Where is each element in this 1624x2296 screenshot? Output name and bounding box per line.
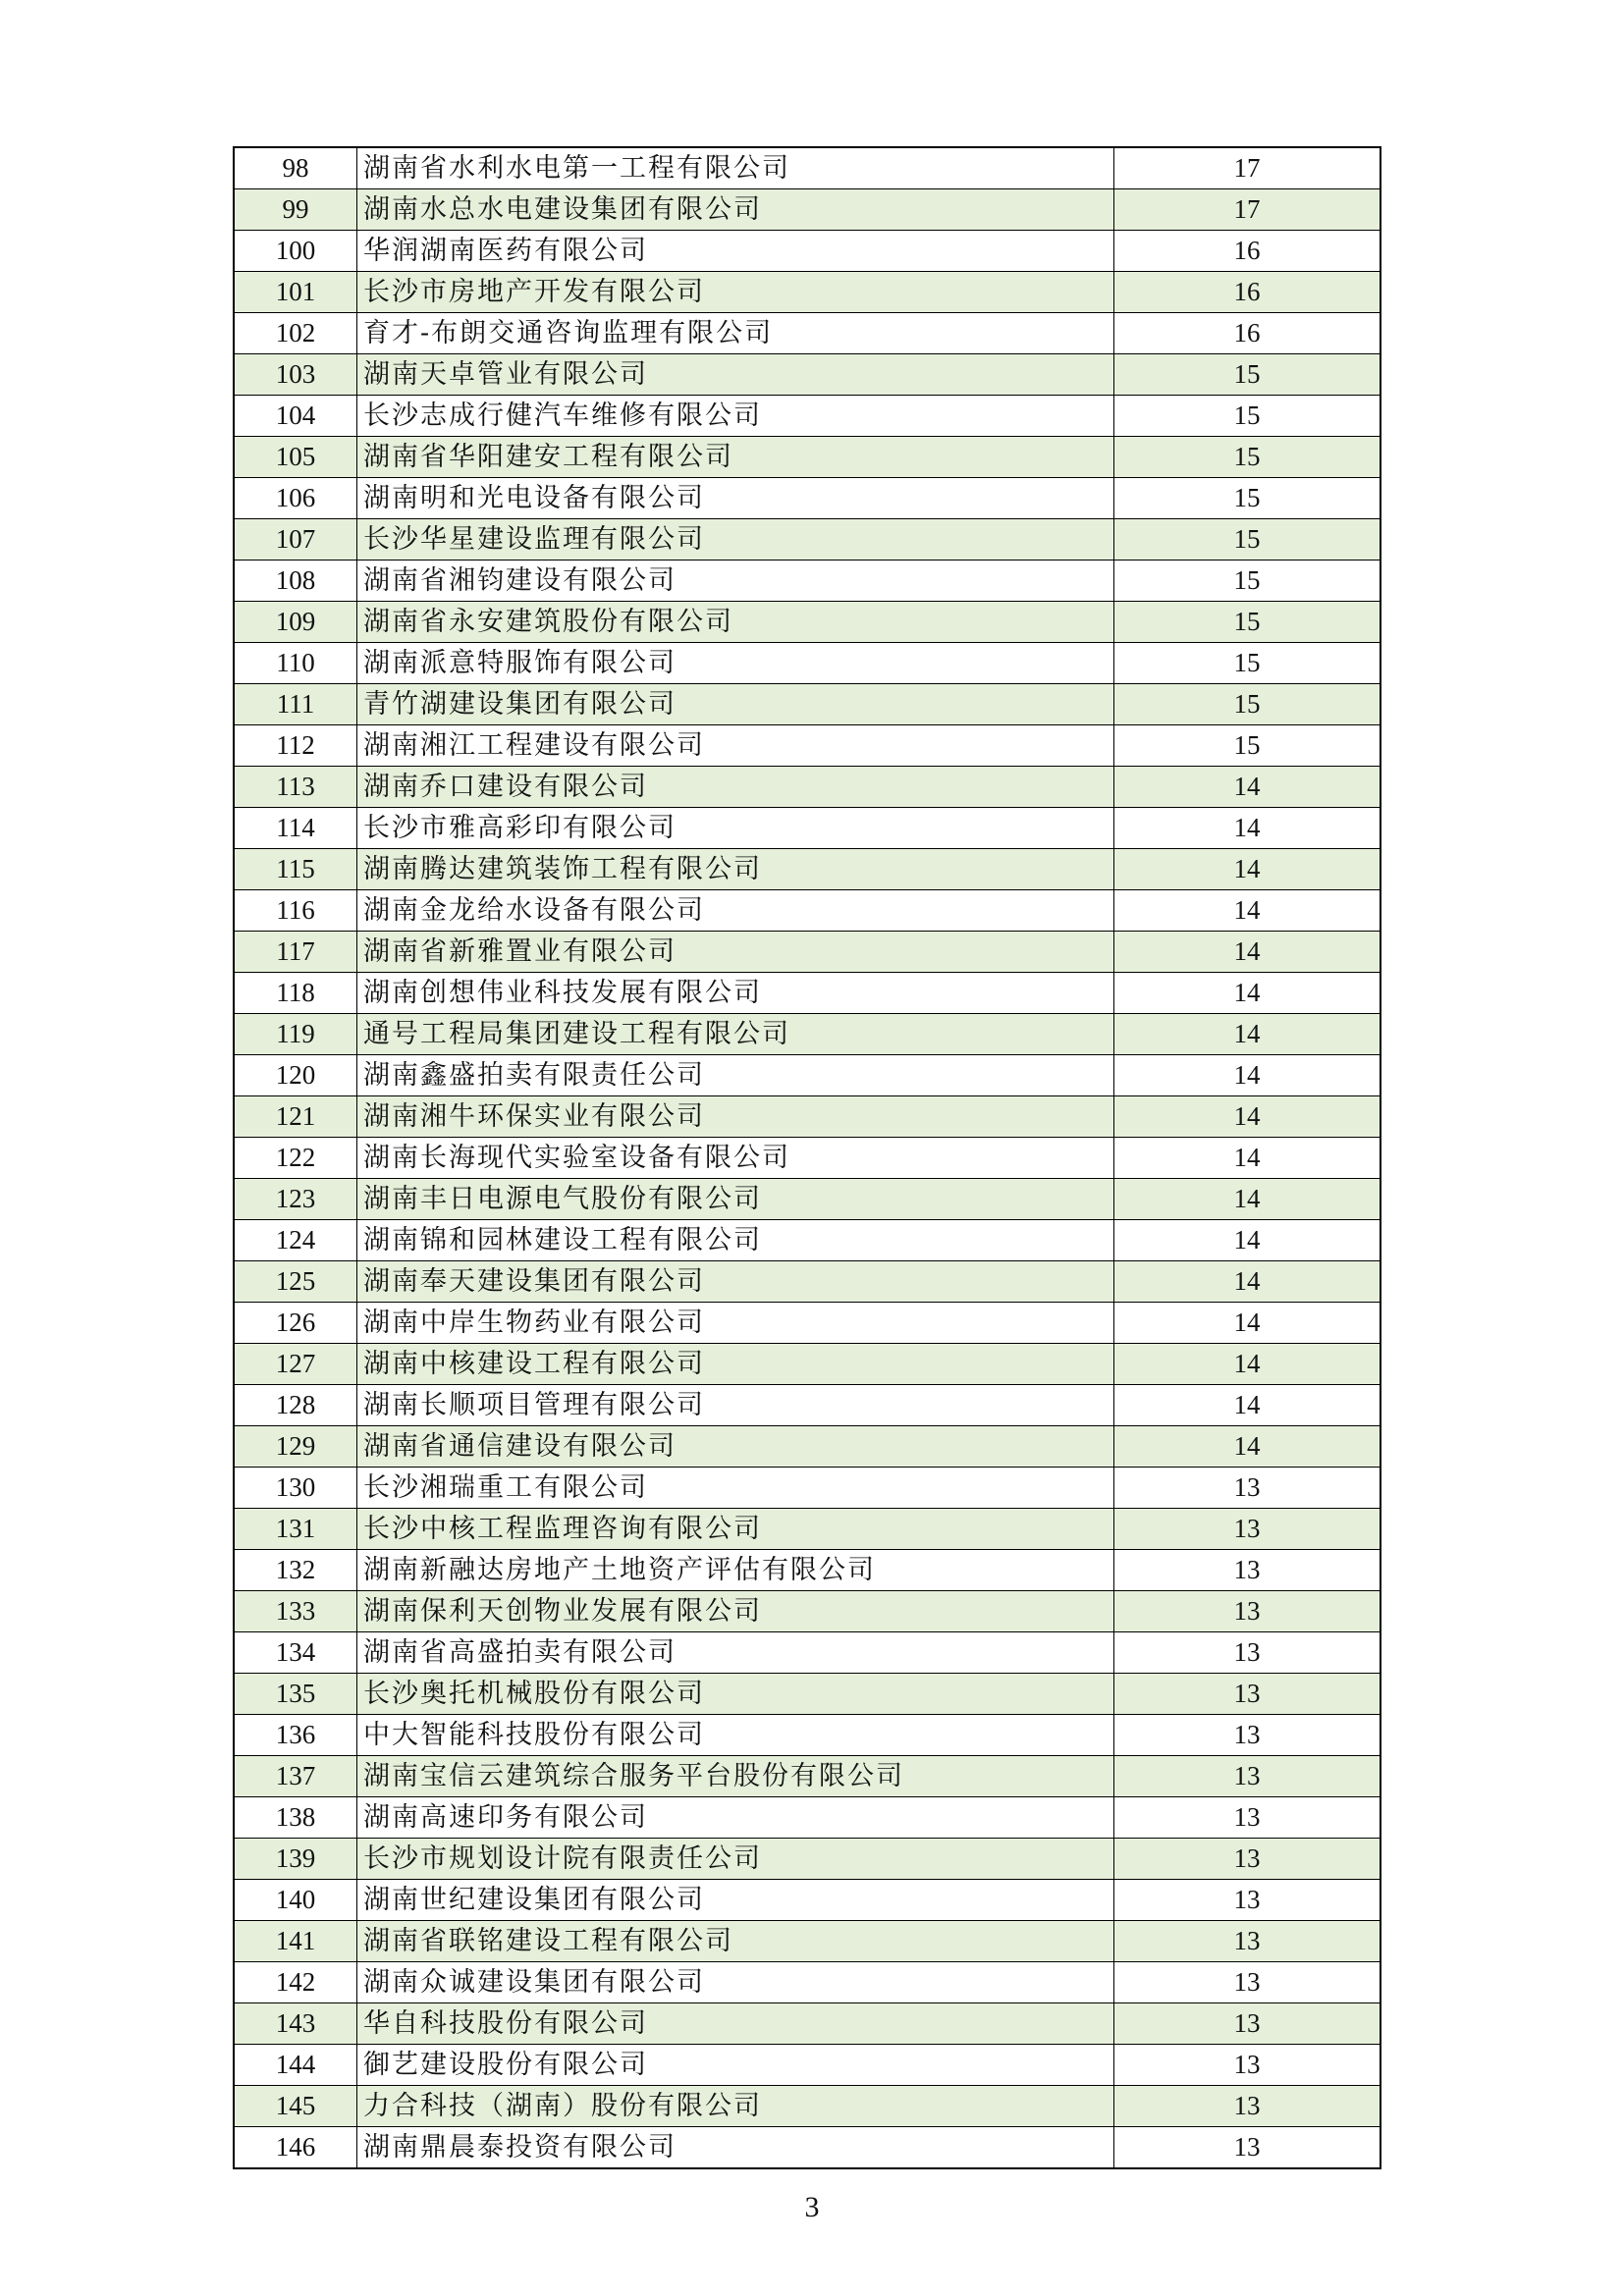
company-name-cell: 湖南宝信云建筑综合服务平台股份有限公司 <box>357 1756 1114 1797</box>
company-name-cell: 湖南省联铭建设工程有限公司 <box>357 1921 1114 1962</box>
count-cell: 14 <box>1114 1014 1381 1055</box>
page-number: 3 <box>804 2191 820 2223</box>
row-number-cell: 120 <box>234 1055 357 1096</box>
count-cell: 14 <box>1114 1220 1381 1261</box>
count-cell: 14 <box>1114 1261 1381 1303</box>
table-row <box>234 1138 1380 1179</box>
count-cell: 14 <box>1114 808 1381 849</box>
company-name-cell: 通号工程局集团建设工程有限公司 <box>357 1014 1114 1055</box>
table-row <box>234 1096 1380 1138</box>
company-name-cell: 青竹湖建设集团有限公司 <box>357 684 1114 725</box>
row-number-cell: 139 <box>234 1839 357 1880</box>
table-row <box>234 272 1380 313</box>
count-cell: 13 <box>1114 1880 1381 1921</box>
count-cell: 13 <box>1114 1509 1381 1550</box>
row-number-cell: 145 <box>234 2086 357 2127</box>
row-number-cell: 134 <box>234 1632 357 1674</box>
row-number-cell: 130 <box>234 1468 357 1509</box>
row-number-cell: 138 <box>234 1797 357 1839</box>
company-name-cell: 中大智能科技股份有限公司 <box>357 1715 1114 1756</box>
company-name-cell: 湖南湘江工程建设有限公司 <box>357 725 1114 767</box>
company-name-cell: 湖南鼎晨泰投资有限公司 <box>357 2127 1114 2169</box>
table-row <box>234 1921 1380 1962</box>
table-row <box>234 313 1380 354</box>
count-cell: 14 <box>1114 1385 1381 1426</box>
count-cell: 14 <box>1114 1303 1381 1344</box>
count-cell: 15 <box>1114 725 1381 767</box>
row-number-cell: 107 <box>234 519 357 561</box>
company-name-cell: 长沙市房地产开发有限公司 <box>357 272 1114 313</box>
row-number-cell: 100 <box>234 231 357 272</box>
table-row <box>234 602 1380 643</box>
row-number-cell: 113 <box>234 767 357 808</box>
table-row <box>234 1550 1380 1591</box>
table-row <box>234 1756 1380 1797</box>
count-cell: 14 <box>1114 1426 1381 1468</box>
row-number-cell: 108 <box>234 561 357 602</box>
row-number-cell: 104 <box>234 396 357 437</box>
row-number-cell: 125 <box>234 1261 357 1303</box>
company-name-cell: 湖南长海现代实验室设备有限公司 <box>357 1138 1114 1179</box>
company-name-cell: 华润湖南医药有限公司 <box>357 231 1114 272</box>
table-row <box>234 767 1380 808</box>
table-body <box>234 147 1380 2168</box>
count-cell: 13 <box>1114 1468 1381 1509</box>
company-name-cell: 湖南众诚建设集团有限公司 <box>357 1962 1114 2003</box>
table-row <box>234 849 1380 890</box>
count-cell: 13 <box>1114 1962 1381 2003</box>
company-name-cell: 湖南派意特服饰有限公司 <box>357 643 1114 684</box>
company-name-cell: 湖南中岸生物药业有限公司 <box>357 1303 1114 1344</box>
count-cell: 14 <box>1114 1344 1381 1385</box>
table-row <box>234 1014 1380 1055</box>
table-row <box>234 1344 1380 1385</box>
count-cell: 13 <box>1114 1632 1381 1674</box>
company-name-cell: 湖南中核建设工程有限公司 <box>357 1344 1114 1385</box>
row-number-cell: 119 <box>234 1014 357 1055</box>
row-number-cell: 103 <box>234 354 357 396</box>
company-name-cell: 湖南鑫盛拍卖有限责任公司 <box>357 1055 1114 1096</box>
table-row <box>234 932 1380 973</box>
table-row <box>234 2003 1380 2045</box>
row-number-cell: 101 <box>234 272 357 313</box>
company-name-cell: 湖南腾达建筑装饰工程有限公司 <box>357 849 1114 890</box>
row-number-cell: 121 <box>234 1096 357 1138</box>
row-number-cell: 132 <box>234 1550 357 1591</box>
count-cell: 14 <box>1114 1096 1381 1138</box>
count-cell: 14 <box>1114 1138 1381 1179</box>
company-name-cell: 长沙志成行健汽车维修有限公司 <box>357 396 1114 437</box>
table-row <box>234 231 1380 272</box>
count-cell: 15 <box>1114 561 1381 602</box>
company-name-cell: 湖南金龙给水设备有限公司 <box>357 890 1114 932</box>
count-cell: 15 <box>1114 437 1381 478</box>
row-number-cell: 114 <box>234 808 357 849</box>
table-row <box>234 1880 1380 1921</box>
count-cell: 17 <box>1114 189 1381 231</box>
count-cell: 13 <box>1114 2127 1381 2169</box>
row-number-cell: 135 <box>234 1674 357 1715</box>
table-row <box>234 1426 1380 1468</box>
count-cell: 15 <box>1114 643 1381 684</box>
row-number-cell: 144 <box>234 2045 357 2086</box>
company-name-cell: 育才-布朗交通咨询监理有限公司 <box>357 313 1114 354</box>
count-cell: 16 <box>1114 313 1381 354</box>
company-name-cell: 长沙华星建设监理有限公司 <box>357 519 1114 561</box>
row-number-cell: 98 <box>234 147 357 189</box>
company-name-cell: 力合科技（湖南）股份有限公司 <box>357 2086 1114 2127</box>
table-row <box>234 1468 1380 1509</box>
row-number-cell: 106 <box>234 478 357 519</box>
company-name-cell: 湖南锦和园林建设工程有限公司 <box>357 1220 1114 1261</box>
company-ranking-table <box>233 146 1381 2169</box>
table-row <box>234 478 1380 519</box>
count-cell: 17 <box>1114 147 1381 189</box>
count-cell: 14 <box>1114 890 1381 932</box>
row-number-cell: 143 <box>234 2003 357 2045</box>
table-row <box>234 1055 1380 1096</box>
company-name-cell: 湖南省高盛拍卖有限公司 <box>357 1632 1114 1674</box>
company-name-cell: 长沙奥托机械股份有限公司 <box>357 1674 1114 1715</box>
row-number-cell: 141 <box>234 1921 357 1962</box>
company-name-cell: 湖南世纪建设集团有限公司 <box>357 1880 1114 1921</box>
count-cell: 15 <box>1114 602 1381 643</box>
company-name-cell: 湖南湘牛环保实业有限公司 <box>357 1096 1114 1138</box>
table-row <box>234 684 1380 725</box>
table-row <box>234 354 1380 396</box>
table-row <box>234 1509 1380 1550</box>
count-cell: 13 <box>1114 2086 1381 2127</box>
table-row <box>234 437 1380 478</box>
company-name-cell: 湖南奉天建设集团有限公司 <box>357 1261 1114 1303</box>
table-row <box>234 643 1380 684</box>
row-number-cell: 136 <box>234 1715 357 1756</box>
count-cell: 13 <box>1114 1674 1381 1715</box>
row-number-cell: 118 <box>234 973 357 1014</box>
company-name-cell: 御艺建设股份有限公司 <box>357 2045 1114 2086</box>
row-number-cell: 111 <box>234 684 357 725</box>
row-number-cell: 115 <box>234 849 357 890</box>
company-name-cell: 湖南省水利水电第一工程有限公司 <box>357 147 1114 189</box>
row-number-cell: 117 <box>234 932 357 973</box>
company-name-cell: 湖南创想伟业科技发展有限公司 <box>357 973 1114 1014</box>
row-number-cell: 124 <box>234 1220 357 1261</box>
company-name-cell: 长沙市雅高彩印有限公司 <box>357 808 1114 849</box>
table-row <box>234 1962 1380 2003</box>
table-row <box>234 1591 1380 1632</box>
row-number-cell: 128 <box>234 1385 357 1426</box>
company-name-cell: 湖南天卓管业有限公司 <box>357 354 1114 396</box>
count-cell: 13 <box>1114 1756 1381 1797</box>
count-cell: 13 <box>1114 2003 1381 2045</box>
row-number-cell: 116 <box>234 890 357 932</box>
count-cell: 16 <box>1114 231 1381 272</box>
row-number-cell: 131 <box>234 1509 357 1550</box>
row-number-cell: 142 <box>234 1962 357 2003</box>
table-row <box>234 1715 1380 1756</box>
table-row <box>234 1632 1380 1674</box>
count-cell: 15 <box>1114 519 1381 561</box>
table-row <box>234 973 1380 1014</box>
table-row <box>234 396 1380 437</box>
company-name-cell: 华自科技股份有限公司 <box>357 2003 1114 2045</box>
company-name-cell: 湖南新融达房地产土地资产评估有限公司 <box>357 1550 1114 1591</box>
company-name-cell: 长沙市规划设计院有限责任公司 <box>357 1839 1114 1880</box>
company-name-cell: 湖南丰日电源电气股份有限公司 <box>357 1179 1114 1220</box>
company-name-cell: 湖南省通信建设有限公司 <box>357 1426 1114 1468</box>
count-cell: 14 <box>1114 849 1381 890</box>
count-cell: 15 <box>1114 396 1381 437</box>
company-name-cell: 湖南乔口建设有限公司 <box>357 767 1114 808</box>
table-row <box>234 890 1380 932</box>
count-cell: 13 <box>1114 1797 1381 1839</box>
table-row <box>234 561 1380 602</box>
row-number-cell: 109 <box>234 602 357 643</box>
row-number-cell: 112 <box>234 725 357 767</box>
table-row <box>234 1261 1380 1303</box>
table-row <box>234 1179 1380 1220</box>
row-number-cell: 140 <box>234 1880 357 1921</box>
count-cell: 13 <box>1114 1550 1381 1591</box>
table-row <box>234 1674 1380 1715</box>
company-name-cell: 湖南保利天创物业发展有限公司 <box>357 1591 1114 1632</box>
count-cell: 13 <box>1114 1839 1381 1880</box>
company-name-cell: 湖南省永安建筑股份有限公司 <box>357 602 1114 643</box>
count-cell: 15 <box>1114 684 1381 725</box>
count-cell: 15 <box>1114 354 1381 396</box>
table-row <box>234 519 1380 561</box>
company-name-cell: 长沙湘瑞重工有限公司 <box>357 1468 1114 1509</box>
company-name-cell: 湖南省华阳建安工程有限公司 <box>357 437 1114 478</box>
company-name-cell: 湖南省新雅置业有限公司 <box>357 932 1114 973</box>
row-number-cell: 146 <box>234 2127 357 2169</box>
table-row <box>234 1385 1380 1426</box>
table-row <box>234 725 1380 767</box>
row-number-cell: 129 <box>234 1426 357 1468</box>
table-row <box>234 147 1380 189</box>
company-name-cell: 湖南明和光电设备有限公司 <box>357 478 1114 519</box>
row-number-cell: 105 <box>234 437 357 478</box>
row-number-cell: 110 <box>234 643 357 684</box>
row-number-cell: 126 <box>234 1303 357 1344</box>
count-cell: 13 <box>1114 1921 1381 1962</box>
count-cell: 15 <box>1114 478 1381 519</box>
row-number-cell: 99 <box>234 189 357 231</box>
table-row <box>234 808 1380 849</box>
table-row <box>234 2127 1380 2169</box>
company-name-cell: 湖南水总水电建设集团有限公司 <box>357 189 1114 231</box>
count-cell: 14 <box>1114 1179 1381 1220</box>
row-number-cell: 137 <box>234 1756 357 1797</box>
table-row <box>234 189 1380 231</box>
table-row <box>234 1220 1380 1261</box>
table-row <box>234 2045 1380 2086</box>
table-row <box>234 1839 1380 1880</box>
count-cell: 14 <box>1114 973 1381 1014</box>
table-row <box>234 1797 1380 1839</box>
count-cell: 13 <box>1114 1591 1381 1632</box>
row-number-cell: 123 <box>234 1179 357 1220</box>
company-name-cell: 长沙中核工程监理咨询有限公司 <box>357 1509 1114 1550</box>
count-cell: 16 <box>1114 272 1381 313</box>
row-number-cell: 102 <box>234 313 357 354</box>
row-number-cell: 133 <box>234 1591 357 1632</box>
row-number-cell: 122 <box>234 1138 357 1179</box>
count-cell: 14 <box>1114 767 1381 808</box>
company-name-cell: 湖南省湘钧建设有限公司 <box>357 561 1114 602</box>
count-cell: 13 <box>1114 1715 1381 1756</box>
count-cell: 13 <box>1114 2045 1381 2086</box>
count-cell: 14 <box>1114 1055 1381 1096</box>
table-row <box>234 2086 1380 2127</box>
company-name-cell: 湖南高速印务有限公司 <box>357 1797 1114 1839</box>
table-row <box>234 1303 1380 1344</box>
company-name-cell: 湖南长顺项目管理有限公司 <box>357 1385 1114 1426</box>
row-number-cell: 127 <box>234 1344 357 1385</box>
count-cell: 14 <box>1114 932 1381 973</box>
